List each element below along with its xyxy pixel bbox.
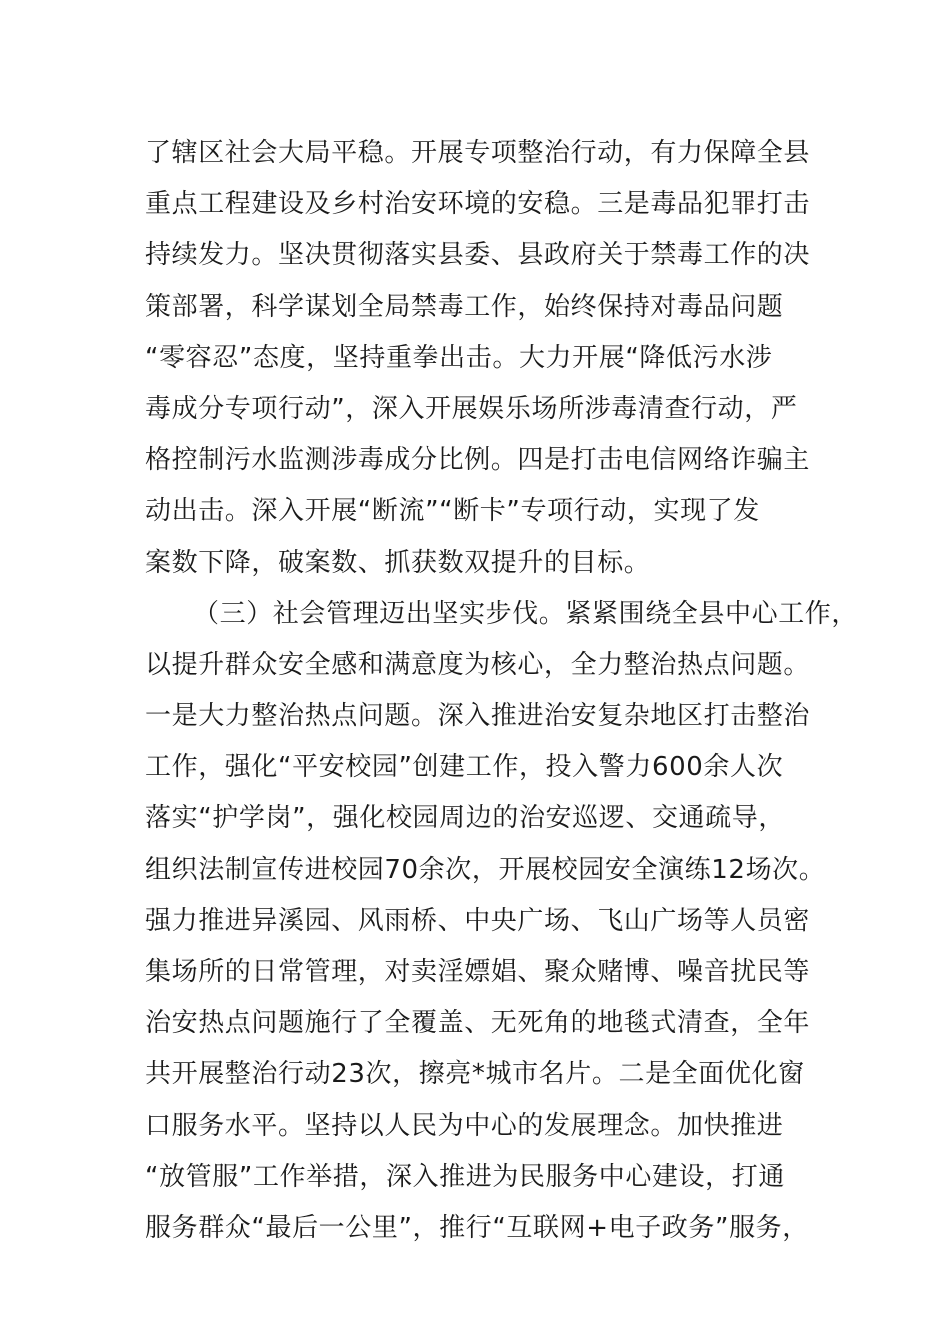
text-line: 治安热点问题施行了全覆盖、无死角的地毯式清查，全年 — [145, 1008, 811, 1039]
text-line: 策部署，科学谋划全局禁毒工作，始终保持对毒品问题 — [145, 291, 784, 322]
text-line: 组织法制宣传进校园70余次，开展校园安全演练12场次。 — [145, 854, 826, 885]
text-line: “放管服”工作举措，深入推进为民服务中心建设，打通 — [145, 1161, 785, 1192]
text-line: 案数下降，破案数、抓获数双提升的目标。 — [145, 547, 651, 578]
text-line: 共开展整治行动23次，擦亮*城市名片。二是全面优化窗 — [145, 1059, 805, 1090]
text-line: 一是大力整治热点问题。深入推进治安复杂地区打击整治 — [145, 701, 811, 732]
text-line: 强力推进异溪园、风雨桥、中央广场、飞山广场等人员密 — [145, 905, 811, 936]
text-line: “零容忍”态度，坚持重拳出击。大力开展“降低污水涉 — [145, 342, 773, 373]
text-line: 重点工程建设及乡村治安环境的安稳。三是毒品犯罪打击 — [145, 189, 811, 220]
text-line: 集场所的日常管理，对卖淫嫖娼、聚众赌博、噪音扰民等 — [145, 957, 811, 987]
text-line: 落实“护学岗”，强化校园周边的治安巡逻、交通疏导， — [145, 803, 785, 834]
text-line: 了辖区社会大局平稳。开展专项整治行动，有力保障全县 — [145, 138, 811, 168]
text-line: 格控制污水监测涉毒成分比例。四是打击电信网络诈骗主 — [145, 445, 811, 476]
text-line: 工作，强化“平安校园”创建工作，投入警力600余人次 — [145, 752, 784, 783]
document-body — [145, 128, 859, 1254]
text-line: 动出击。深入开展“断流”“断卡”专项行动，实现了发 — [145, 496, 760, 527]
text-line: 服务群众“最后一公里”，推行“互联网+电子政务”服务， — [145, 1212, 809, 1243]
text-line: 毒成分专项行动”，深入开展娱乐场所涉毒清查行动，严 — [145, 393, 798, 424]
text-line: 以提升群众安全感和满意度为核心，全力整治热点问题。 — [145, 649, 811, 680]
text-line: 口服务水平。坚持以人民为中心的发展理念。加快推进 — [145, 1110, 784, 1141]
section-heading-line: （三）社会管理迈出坚实步伐。紧紧围绕全县中心工作， — [193, 598, 859, 629]
text-line: 持续发力。坚决贯彻落实县委、县政府关于禁毒工作的决 — [145, 240, 811, 271]
